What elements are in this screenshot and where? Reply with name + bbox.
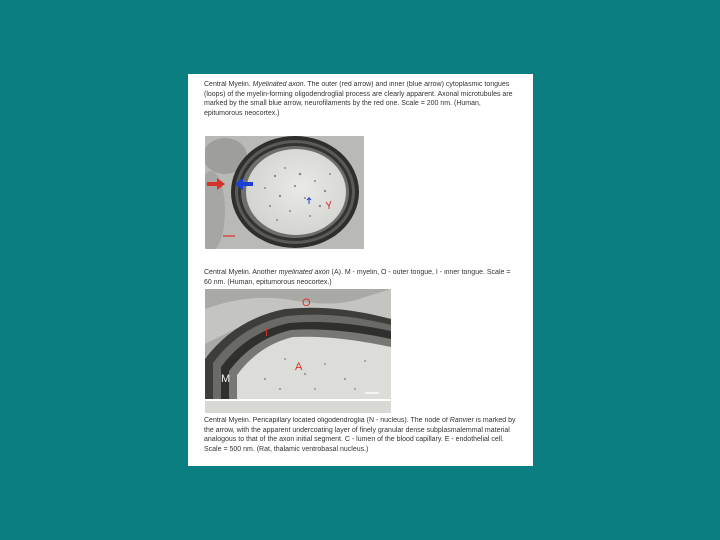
document-page	[188, 74, 533, 466]
caption-lead: Central Myelin.	[204, 417, 251, 424]
caption-another-axon	[204, 268, 516, 287]
caption-lead: Central Myelin.	[204, 269, 251, 276]
caption-pre: Pericapillary located oligodendroglia (N - nucleus). The node of	[250, 417, 450, 424]
caption-term: Ranvier	[449, 417, 474, 424]
caption-body: (A). M - myelin, O - outer tongue, I - inner tongue. Scale = 60 nm. (Human, epitumorous neocortex.)	[204, 269, 511, 286]
caption-myelinated-axon	[204, 80, 516, 118]
caption-pericapillary	[204, 416, 516, 454]
label-outer-tongue: O	[302, 297, 311, 309]
label-myelin: M	[221, 373, 231, 385]
caption-pre: Another	[250, 269, 279, 276]
caption-body: is marked by the arrow, with the apparent undercoating layer of finely granular dense subplasmalemmal material analogous to that of the axon initial segment. C - lumen of the blood capillary. E - endothelial cell. Scale = 500 nm. (Rat, thalamic ventrobasal nucleus.)	[204, 417, 516, 453]
micrograph-myelinated-axon	[205, 136, 364, 249]
caption-term: Myelinated axon.	[252, 81, 306, 88]
micrograph-another-axon	[205, 289, 391, 399]
micrograph-node-of-ranvier	[205, 401, 391, 413]
label-inner-tongue: I	[265, 327, 269, 339]
caption-lead: Central Myelin.	[204, 81, 251, 88]
label-axon: A	[295, 361, 303, 373]
caption-term: myelinated axon	[278, 269, 330, 276]
caption-body: The outer (red arrow) and inner (blue arrow) cytoplasmic tongues (loops) of the myelin-forming oligodendroglial process are clearly apparent. Axonal microtubules are marked by the small blue arrow, neurofilaments by the red one. Scale = 200 nm. (Human, epitumorous neocortex.)	[204, 81, 513, 117]
